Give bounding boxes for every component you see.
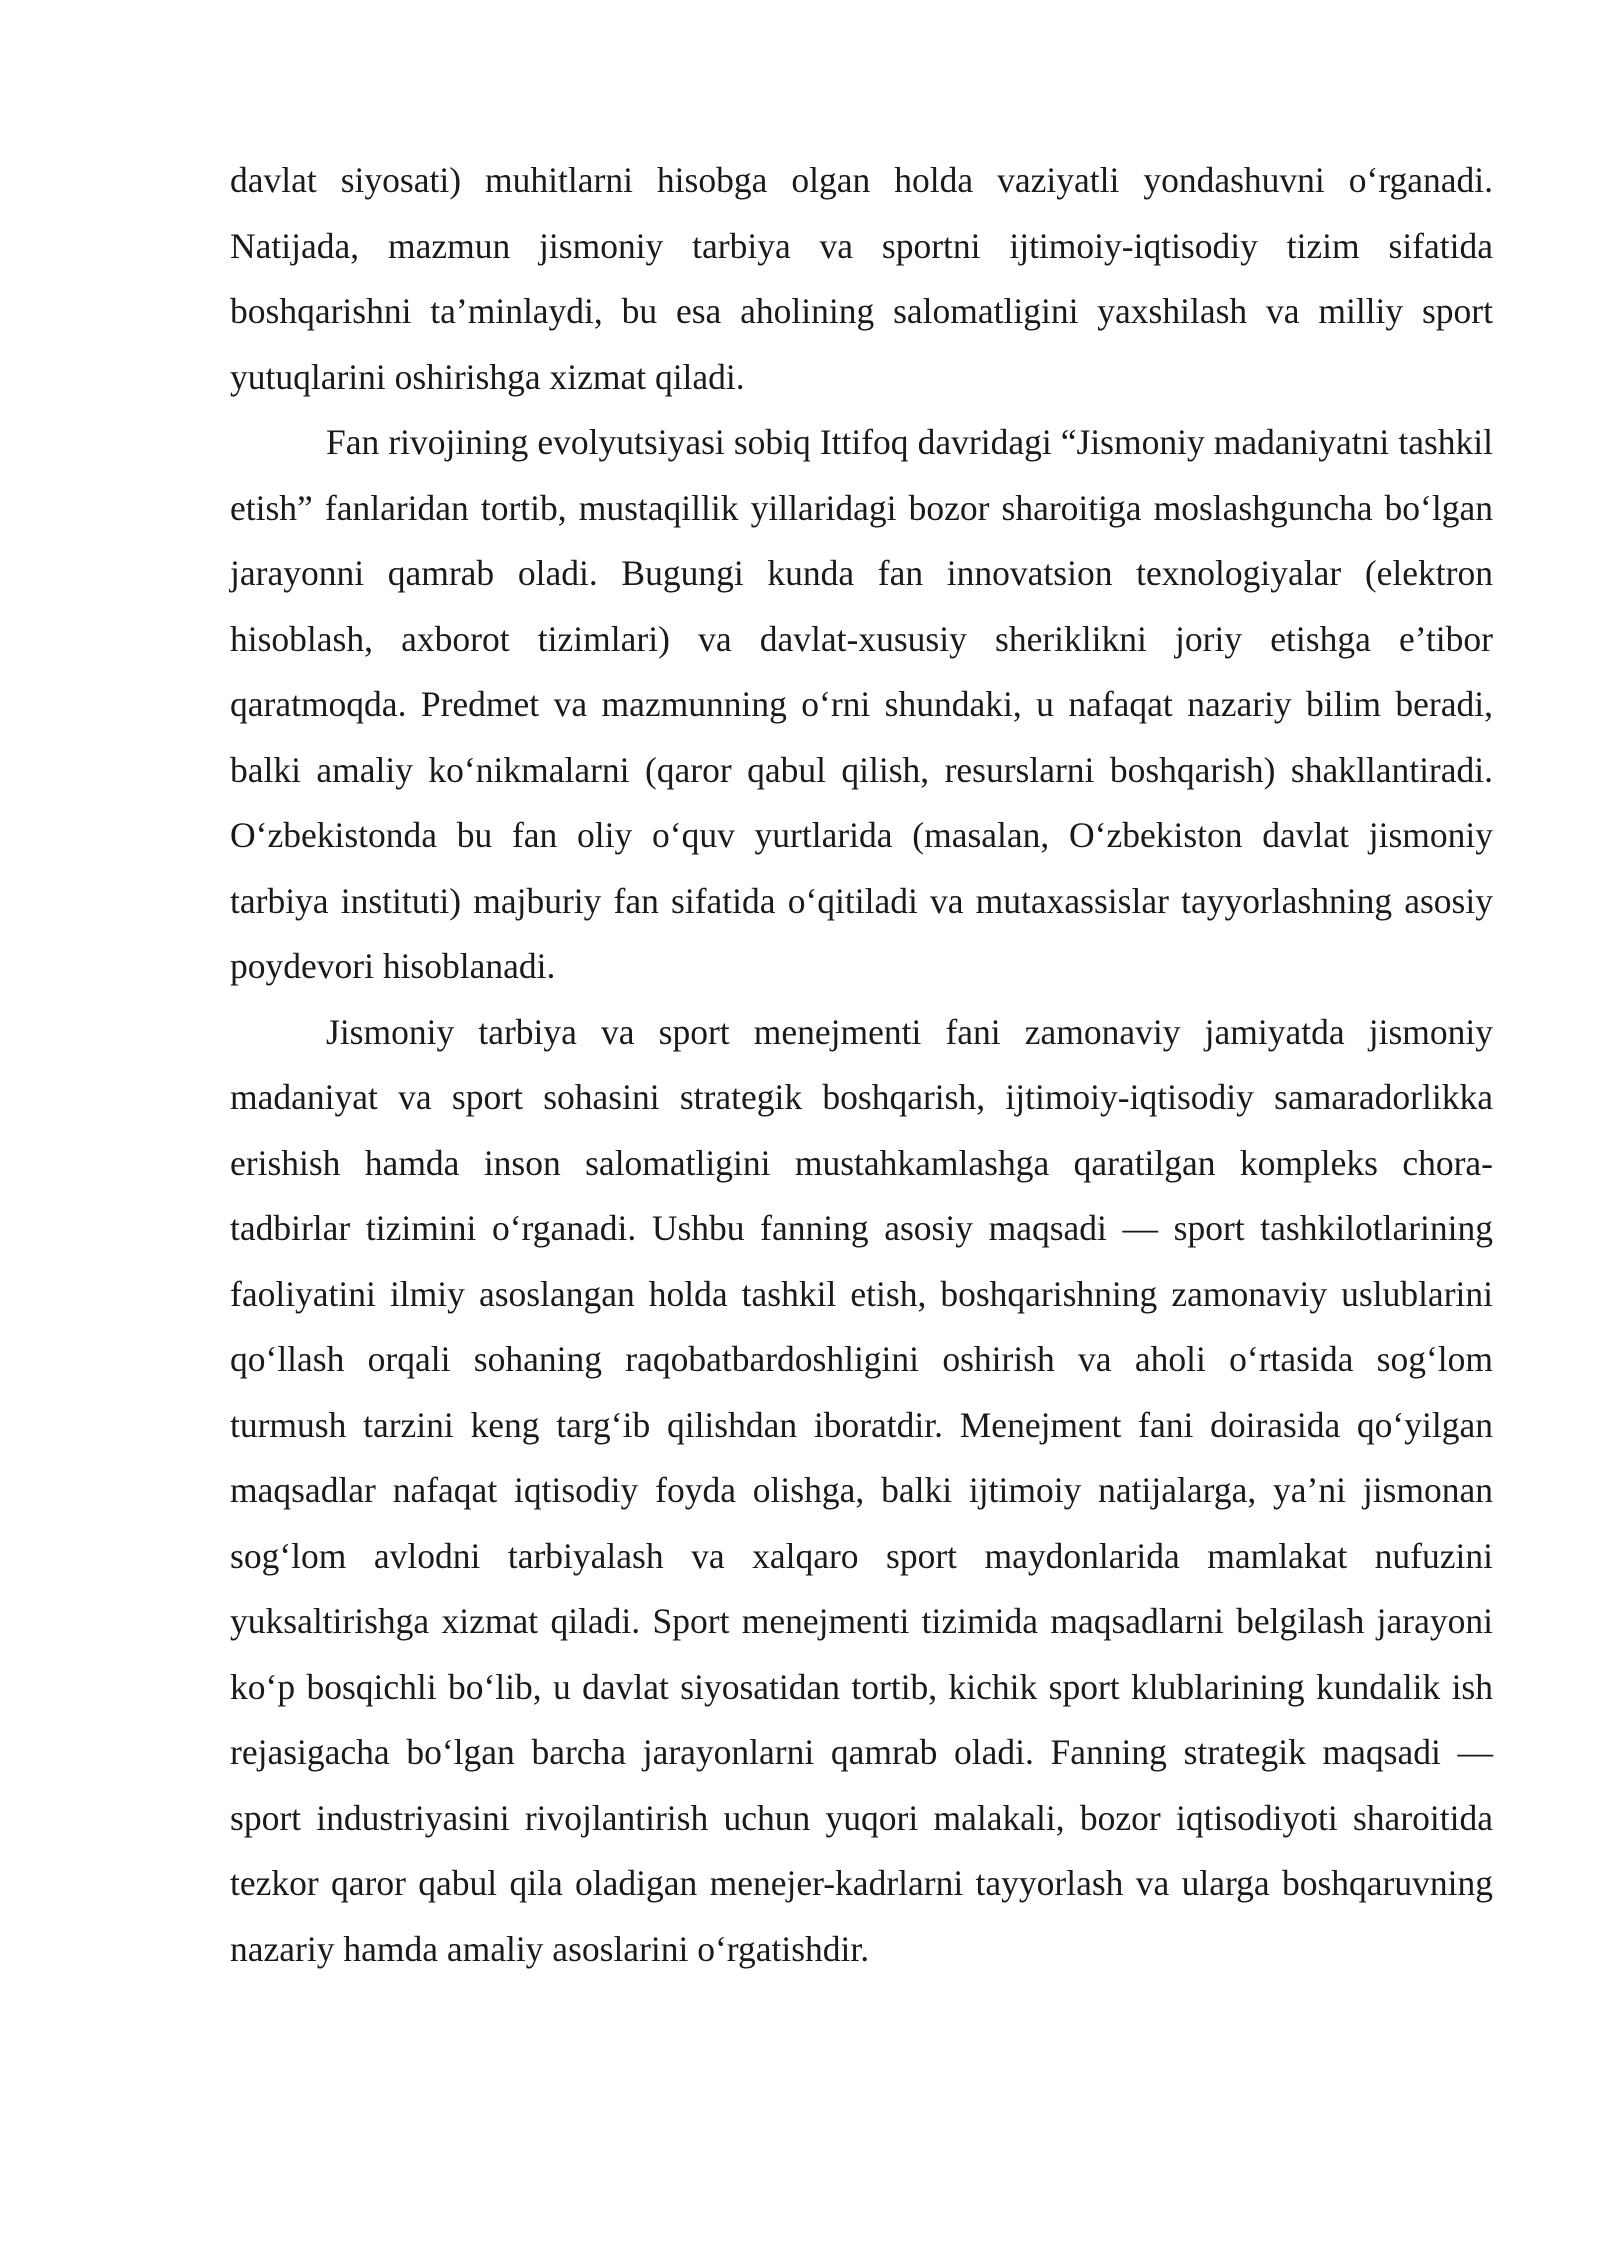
paragraph-evolution: Fan rivojining evolyutsiyasi sobiq Ittifoq davridagi “Jismoniy madaniyatni tashkil etish” fanlaridan tortib, mustaqillik yillaridagi bozor sharoitiga moslashguncha bo‘lgan jarayonni qamrab oladi. Bugungi kunda fan innovatsion texnologiyalar (elektron hisoblash, axborot tizimlari) va davlat-xususiy sheriklikni joriy etishga e’tibor qaratmoqda. Predmet va mazmunning o‘rni shundaki, u nafaqat nazariy bilim beradi, balki amaliy ko‘nikmalarni (qaror qabul qilish, resurslarni boshqarish) shakllantiradi. O‘zbekistonda bu fan oliy o‘quv yurtlarida (masalan, O‘zbekiston davlat jismoniy tarbiya instituti) majburiy fan sifatida o‘qitiladi va mutaxassislar tayyorlashning asosiy poydevori hisoblanadi. [230,422,1493,986]
paragraph-continuation: davlat siyosati) muhitlarni hisobga olgan holda vaziyatli yondashuvni o‘rganadi. Natijada, mazmun jismoniy tarbiya va sportni ijtimoiy-iqtisodiy tizim sifatida boshqarishni ta’minlaydi, bu esa aholining salomatligini yaxshilash va milliy sport yutuqlarini oshirishga xizmat qiladi. [230,160,1493,397]
document-body [230,148,1493,1982]
paragraph-goals: Jismoniy tarbiya va sport menejmenti fani zamonaviy jamiyatda jismoniy madaniyat va sport sohasini strategik boshqarish, ijtimoiy-iqtisodiy samaradorlikka erishish hamda inson salomatligini mustahkamlashga qaratilgan kompleks chora-tadbirlar tizimini o‘rganadi. Ushbu fanning asosiy maqsadi — sport tashkilotlarining faoliyatini ilmiy asoslangan holda tashkil etish, boshqarishning zamonaviy uslublarini qo‘llash orqali sohaning raqobatbardoshligini oshirish va aholi o‘rtasida sog‘lom turmush tarzini keng targ‘ib qilishdan iboratdir. Menejment fani doirasida qo‘yilgan maqsadlar nafaqat iqtisodiy foyda olishga, balki ijtimoiy natijalarga, ya’ni jismonan sog‘lom avlodni tarbiyalash va xalqaro sport maydonlarida mamlakat nufuzini yuksaltirishga xizmat qiladi. Sport menejmenti tizimida maqsadlarni belgilash jarayoni ko‘p bosqichli bo‘lib, u davlat siyosatidan tortib, kichik sport klublarining kundalik ish rejasigacha bo‘lgan barcha jarayonlarni qamrab oladi. Fanning strategik maqsadi — sport industriyasini rivojlantirish uchun yuqori malakali, bozor iqtisodiyoti sharoitida tezkor qaror qabul qila oladigan menejer-kadrlarni tayyorlash va ularga boshqaruvning nazariy hamda amaliy asoslarini o‘rgatishdir. [230,1011,1493,1969]
